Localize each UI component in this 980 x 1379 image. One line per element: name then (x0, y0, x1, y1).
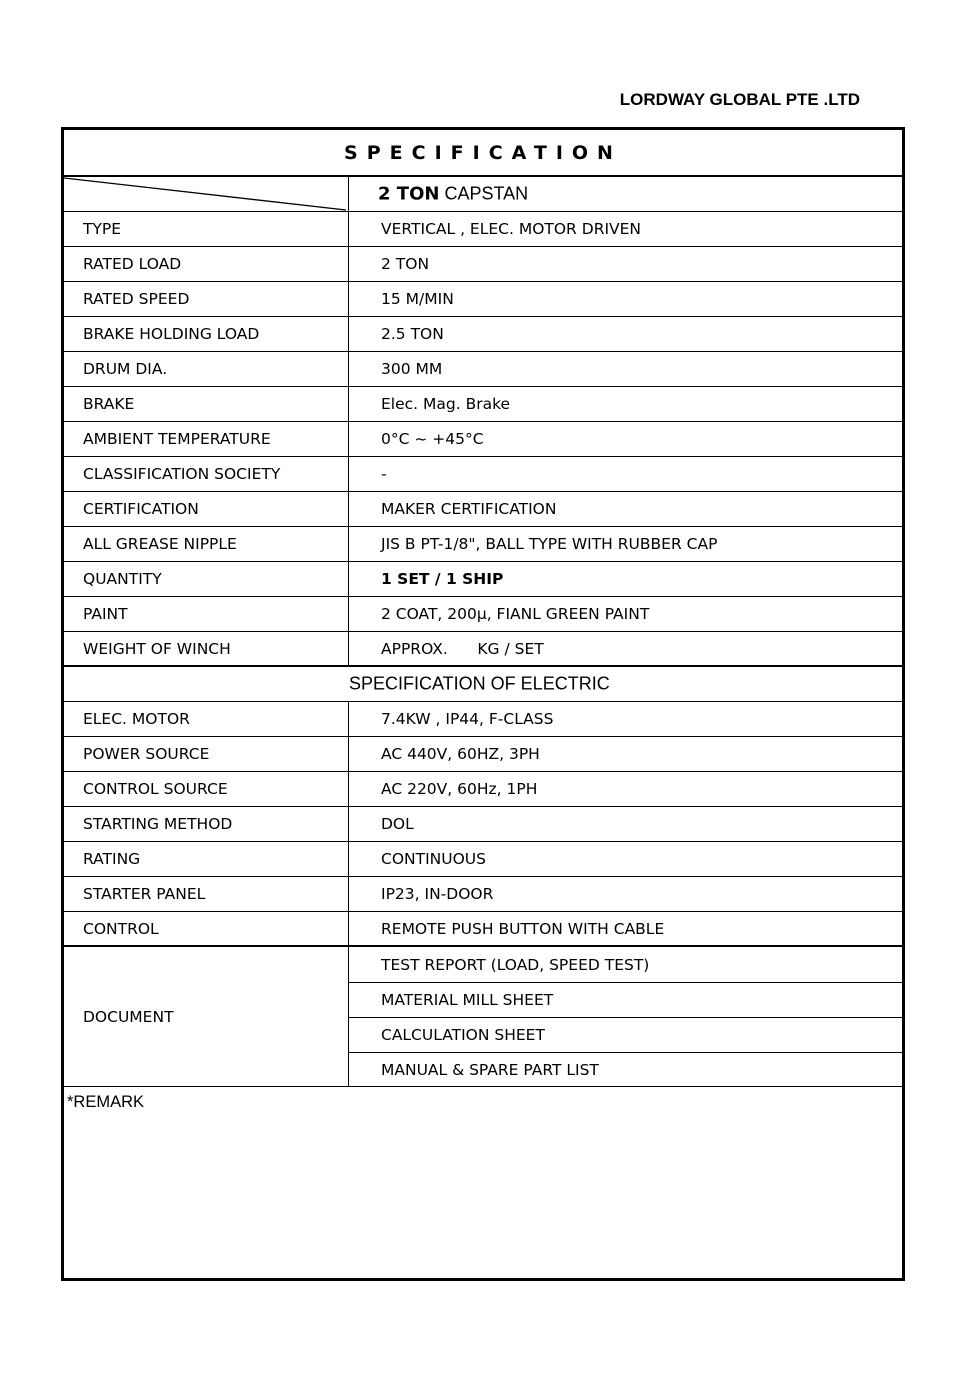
spec-row-type (64, 212, 902, 247)
product-type: CAPSTAN (439, 183, 529, 204)
spec-row-brake (64, 387, 902, 422)
spec-row-paint (64, 597, 902, 632)
spec-label: AMBIENT TEMPERATURE (83, 430, 271, 448)
spec-value: 300 MM (381, 360, 443, 378)
spec-value: 2.5 TON (381, 325, 444, 343)
spec-row-grease-nipple (64, 527, 902, 562)
elec-value: REMOTE PUSH BUTTON WITH CABLE (381, 919, 665, 938)
document-item (349, 947, 902, 983)
elec-label: ELEC. MOTOR (83, 710, 190, 728)
document-item-text: CALCULATION SHEET (381, 1025, 545, 1044)
spec-label: RATED SPEED (83, 290, 190, 308)
elec-value: 7.4KW , IP44, F-CLASS (381, 710, 554, 728)
remark-label: *REMARK (67, 1093, 145, 1111)
electric-title: SPECIFICATION OF ELECTRIC (349, 673, 610, 694)
spec-row-rated-load (64, 247, 902, 282)
spec-label: ALL GREASE NIPPLE (83, 535, 237, 553)
electric-title-row (64, 667, 902, 702)
spec-row-quantity (64, 562, 902, 597)
elec-row-power-source (64, 737, 902, 772)
document-item (349, 1017, 902, 1053)
document-item (349, 1052, 902, 1087)
spec-label: PAINT (83, 605, 128, 623)
spec-row-weight-of-winch (64, 632, 902, 667)
spec-value: 1 SET / 1 SHIP (381, 570, 504, 588)
product-name-cell (349, 177, 902, 211)
spec-value: - (381, 465, 387, 483)
spec-row-classification-society (64, 457, 902, 492)
spec-label: CERTIFICATION (83, 500, 199, 518)
spec-value: APPROX. KG / SET (381, 639, 544, 658)
product-capacity: 2 TON (378, 183, 440, 205)
spec-label: DRUM DIA. (83, 360, 168, 378)
elec-row-control (64, 912, 902, 947)
elec-value: AC 220V, 60Hz, 1PH (381, 780, 538, 798)
elec-label: POWER SOURCE (83, 745, 210, 763)
spec-row-ambient-temperature (64, 422, 902, 457)
elec-value: CONTINUOUS (381, 850, 486, 868)
company-name: LORDWAY GLOBAL PTE .LTD (619, 90, 860, 109)
spec-label: QUANTITY (83, 570, 162, 588)
spec-value: Elec. Mag. Brake (381, 395, 511, 413)
spec-value: MAKER CERTIFICATION (381, 500, 557, 518)
elec-label: RATING (83, 850, 141, 868)
document-item-text: MANUAL & SPARE PART LIST (381, 1060, 599, 1079)
elec-row-starting-method (64, 807, 902, 842)
spec-label: BRAKE HOLDING LOAD (83, 325, 260, 343)
spec-label: BRAKE (83, 395, 135, 413)
spec-value: 15 M/MIN (381, 290, 454, 308)
spec-row-drum-dia (64, 352, 902, 387)
elec-label: CONTROL SOURCE (83, 780, 228, 798)
specification-sheet (61, 127, 905, 1281)
spec-value: 0°C ~ +45°C (381, 430, 484, 448)
spec-title: SPECIFICATION (344, 141, 622, 164)
spec-label: CLASSIFICATION SOCIETY (83, 465, 281, 483)
spec-row-certification (64, 492, 902, 527)
document-item (349, 982, 902, 1018)
document-label: DOCUMENT (83, 1007, 174, 1026)
spec-row-brake-holding-load (64, 317, 902, 352)
spec-value: 2 TON (381, 255, 430, 273)
document-item-text: TEST REPORT (LOAD, SPEED TEST) (381, 955, 650, 974)
product-name (378, 184, 528, 205)
spec-label: RATED LOAD (83, 255, 182, 273)
spec-title-row (64, 130, 902, 177)
diagonal-line (64, 177, 349, 211)
elec-row-control-source (64, 772, 902, 807)
elec-label: STARTER PANEL (83, 885, 206, 903)
spec-value: 2 COAT, 200μ, FIANL GREEN PAINT (381, 605, 650, 623)
spec-label: WEIGHT OF WINCH (83, 639, 231, 658)
elec-label: STARTING METHOD (83, 815, 233, 833)
elec-label: CONTROL (83, 919, 159, 938)
spec-value: VERTICAL , ELEC. MOTOR DRIVEN (381, 220, 642, 238)
elec-row-motor (64, 702, 902, 737)
elec-value: AC 440V, 60HZ, 3PH (381, 745, 540, 763)
document-item-text: MATERIAL MILL SHEET (381, 990, 554, 1009)
elec-row-starter-panel (64, 877, 902, 912)
elec-value: IP23, IN-DOOR (381, 885, 494, 903)
spec-label: TYPE (83, 220, 122, 238)
document-block (64, 947, 902, 1087)
spec-row-rated-speed (64, 282, 902, 317)
spec-value: JIS B PT-1/8", BALL TYPE WITH RUBBER CAP (381, 535, 718, 553)
elec-row-rating (64, 842, 902, 877)
elec-value: DOL (381, 815, 414, 833)
diagonal-header-cell (64, 177, 349, 211)
product-header-row (64, 177, 902, 212)
